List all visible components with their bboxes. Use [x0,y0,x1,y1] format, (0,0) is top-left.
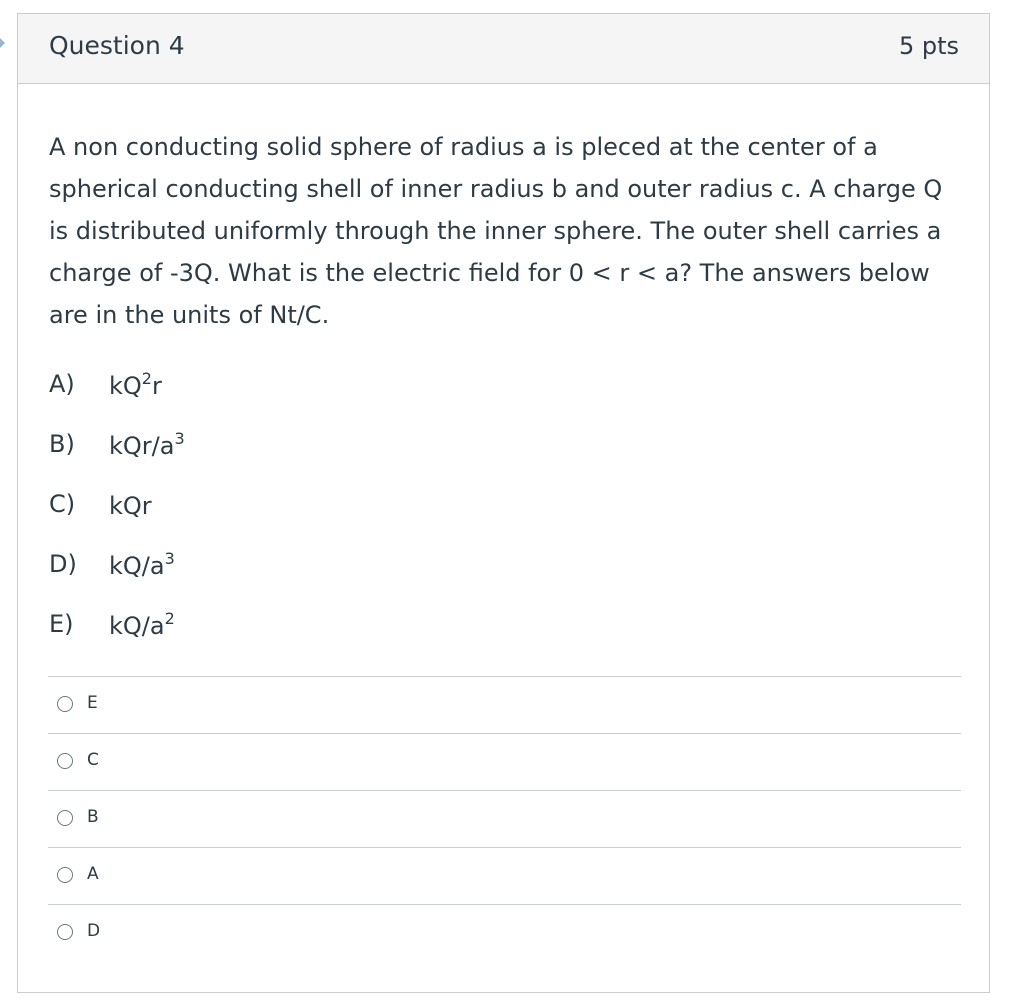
question-points: 5 pts [898,32,959,60]
answer-choice[interactable] [48,847,961,904]
question-card [17,13,990,993]
answer-choice[interactable] [48,790,961,847]
question-body [49,126,949,654]
question-header [18,14,989,84]
option-expression: kQr/$a^3$ [109,428,185,460]
option-expression: kQr [109,491,152,520]
option-expression: $kQ/a^2$ [109,608,175,640]
radio-button[interactable] [57,696,73,712]
radio-button[interactable] [57,867,73,883]
question-title: Question 4 [49,31,185,60]
answer-choice[interactable] [48,733,961,790]
answer-choice[interactable] [48,904,961,961]
option-c [49,474,949,534]
answer-label[interactable]: B [87,807,99,827]
option-a [49,354,949,414]
option-d [49,534,949,594]
option-letter: A) [49,370,75,398]
option-letter: C) [49,490,76,518]
option-expression: $kQ/a^3$ [109,548,175,580]
answer-label[interactable]: C [87,750,99,770]
option-expression: $kQ^2r$ [109,368,162,400]
question-text: A non conducting solid sphere of radius a is pleced at the center of a spherical conducting shell of inner radius b and outer radius c. A charge Q is distributed uniformly through the inner sphere. The outer shell carries a charge of -3Q. What is the electric field for 0 < r < a? The answers below are in the units of Nt/C. [49,133,943,329]
answer-choice[interactable] [48,676,961,733]
answer-label[interactable]: E [87,693,98,713]
option-e [49,594,949,654]
answer-choices [48,676,961,961]
question-marker-icon [0,38,5,48]
radio-button[interactable] [57,753,73,769]
option-letter: D) [49,550,77,578]
option-letter: B) [49,430,75,458]
options-list [49,354,949,654]
option-b [49,414,949,474]
option-letter: E) [49,610,74,638]
answer-label[interactable]: D [87,921,101,941]
radio-button[interactable] [57,924,73,940]
answer-label[interactable]: A [87,864,99,884]
radio-button[interactable] [57,810,73,826]
